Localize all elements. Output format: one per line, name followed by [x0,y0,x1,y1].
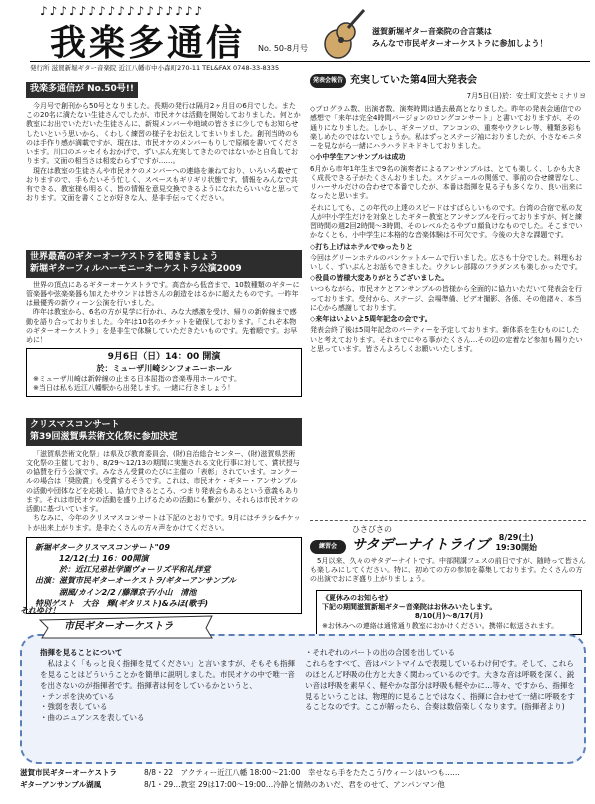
schedule-row: ギターアンサンブル湖風 8/1・29…教室 29は17:00〜19:00…冷静と情熱のあいだ、君をのせて、アンパンマン他 [20,780,445,789]
summer-holiday-notice: 《夏休みのお知らせ》 下記の期間滋賀新堀ギター音楽院はお休みいたします。 8/10(月)〜8/17(月) ※お休みへの連絡は通常通り教室におかけください。携帯に転送されます。 [316,590,582,635]
recital-badge: 発表会報告 [310,74,346,88]
event-venue: 於：ミューザ川崎シンフォニーホール [96,364,232,374]
practice-schedule [20,767,590,791]
section-issue-50 [26,82,302,203]
section-recital-report: 発表会報告 充実していた第4回大発表会 7月5日(日)於：安土町文芸セミナリヨ ◇プログラム数、出演者数、演奏時間は過去最高となりました。昨年の発表会通信での感想で「来年は完全4時間バージョンのロングコンサート」と書いておりますが、その通りになりました。しかし、ギターソロ、アンコンの、重奏やウクレレ等、種類多彩も楽しめたのではないでしょうか。私はずっとステージ袖におりましたが、小さなモニターを見ながら一緒にハラハラドキドキしておりました。 ◇小中学生アンサンブルは成功 6月から市年1年生まで9名の演奏者によるアンサンブルは、とても楽しく、しかも大きく成長できる子がたくさんおりました。スケジュールの関係で、事前の合せ練習なし、リハーサルだけの合わせで本番でしたが、本番は指揮を見る子も多くなり、良い出来になったと思います。 それにしても、この年代の上達のスピードはすばらしいものです。台湾の合宿で私の友人が中小学生だけを対象としたギター教室とアンサンブルを行っておりますが、何と練習時間の週2回2時間〜3時間、そのレベルたるやプロ顔負けなものでした。そこまでいかなくとも、小中学生に本格的な音楽体験は不可欠です。今後の大きな課題です。 ◇打ち上げはホテルでゆったりと 今回はグリーンホテルのバンケットルームで行いました。広さも十分でした。料理もおいしく、ずいぶんとお話もできました。ウクレレ部隊のフラダンスも楽しかったです。 ◇役員の皆様大変ありがとうございました。 いつもながら、市民オケとアンサンブルの皆様から全面的に協力いただいて発表会を行っております。受付から、ステージ、会場準備、ビデオ撮影、各係、その他諸々、本当に心から感謝しております。 ◇来年はいよいよ5周年記念の会です。 発表会終了後は5周年記念のパーティーを予定しております。新体系を生むものにしたいと考えております。それまでにやる事がたくさん…その辺の定着など参加も賜りたいと思っています。皆さんよろしくお願いいたします。 [310,75,586,353]
tagline: 滋賀新堀ギター音楽院の合言葉は みんなで市民ギターオーケストラに参加しよう！ [372,27,548,48]
live-subtitle: ひさびさの [352,525,392,534]
recital-date: 7月5日(日)於：安土町文芸セミナリヨ [466,92,586,100]
section-heading: 我楽多通信が No.50号!! [26,82,138,98]
music-notes-decoration: ♪♪♪♪♪♪♪♪♪♪♪♪♪♪♪♪♪ [40,4,205,18]
guitar-icon [318,6,370,62]
section-body: 世界の頂点にあるギターオーケストラです。高音から低音まで、10数種類のギターに管楽器や弦楽楽器も加えたサウンドは皆さんの創造をはるかに超えたものです。一昨年は最優秀の新ウィーン公演を行いました。 昨年は教室から、6名の方が見学に行かれ、みな大感激を受け、帰りの新幹線まで感動を語り合っておりました。今年は10名のチケットを確保しております。「これぞ本物のギターオーケストラ」を是非生で体験していただきたいものです。先着順です。お早めに！ [26,280,300,345]
live-date: 8/29(土) [498,532,534,542]
section-body: 「滋賀県芸術文化祭」は県及び教育委員会、(財)自治総合センター、(財)滋賀県芸術文化祭の主催しており、8/29〜12/13の期間に実施される文化行事に対して、賞状授与の協賛を行う公演です。みなさん受賞のたびに主催の「表彰」されています。コンクールの場合は「奨励賞」も受賞するそうです。これは、市民オケ・ギター・アンサンブルの活動や団体などを応援し、協力できるところ、つまり発表会もあるという意義もあります。それは市民オケの活動を盛り上げるための活動にも繋がり、それらは市民オケの活動に基づいています。 ちなみに、今年のクリスマスコンサートは下記のとおりです。9月にはチラシ&チケットが出来上がります。是非たくさんの方々声をかけてください。 [26,449,301,532]
section-philharmonic [26,250,302,397]
event-note: ※当日は私も近江八幡駅から出発します。一緒に行きましょう！ [33,384,235,393]
concert-box: 新堀ギタークリスマスコンサート"09 12/12(土) 16：00開演 於：近江兄弟社学園ヴォーリズ平和礼拝堂 出演：滋賀市民ギターオーケストラ/ギターアンサンブル 湖風/カイン2/2 /藤澤京子/小山 清池 特別ゲスト 大谷 輝(ギタリスト)&みほ(歌手) [26,537,302,614]
event-note: ※ミューザ川崎は新幹線の止まる日本屈指の音楽専用ホールです。 [33,374,242,383]
event-date: 9月6日（日）14：00 開演 [107,352,221,363]
live-heading: サタデーナイトライブ [352,536,490,553]
conductor-column-left: 指揮を見ることについて 私はよく「もっと良く指揮を見てください」と言いますが、そもそも指揮を見ることはどういうことかを簡単に説明しました。市民オケの中で唯一音を出さないのが指揮者です。指揮者は何をしているかというと、 ・テンポを決めている ・強弱を表している ・曲のニュアンスを表している [40,648,295,723]
event-box [26,348,302,397]
section-saturday-night-live [310,520,586,585]
live-description: 5月以来、久々のサタデーナイトです。中部開講フェスの前日ですが、随時って皆さんも楽しみにしてください。特に、初めての方の参加を募集しております。たくさんの方の出演でおにぎ盛り上がりましょう。 [310,557,586,584]
section-christmas-concert [26,418,302,614]
section-heading: 充実していた第4回大発表会 [350,75,477,87]
ribbon-text-2: 市民ギターオーケストラ [64,621,174,632]
section-heading: クリスマスコンサート 第39回滋賀県芸術文化祭に参加決定 [26,418,302,446]
issue-number: No. 50-8月号 [258,44,308,53]
live-time: 19:30開始 [495,543,537,553]
schedule-row: 滋賀市民ギターオーケストラ 8/8・22 アクティー近江八幡 18:00〜21:00 幸せなら手をたたこう/ウィーンはいつも…… [20,768,460,777]
practice-badge: 練習会 [310,540,346,554]
section-body: 今月号で創刊から50号となりました。長期の発行は隔月2ヶ月目の6月でした。またこの20名に満たない生徒さんでしたが、市民オケは活動を開始しておりました。何とか教室にお出でいただいた生徒さんに、新規メンバーや地域の皆さまに少しでもお知らせしたいという思いから、くわしく練習の様子をお伝えしてまいりました。創刊当時のものは手作り感が満載ですが、現在は、市民オケのメンバーもりしで原稿を書いてくださいます。川口のエッセイもおかげで、ずいぶん充実してきたのではないかと自負しております。文面の相当さは相変わらずですが……。 現在は教室の生徒さんや市民オケのメンバーへの連絡を兼ねており、いろいろ載せておりますので、手もたいそう忙しく、スペースもギリギリ状態です。情報をみんなで共有できる、教室様も明るく、皆の情報を意見交換できるようになれたらいいなと思っております。文面を書くことが好きな人、是非手伝ってください。 [26,101,301,203]
conductor-column-right: ・それぞれのパートの出の合図を出している これらをすべて、音はパントマイムで表現しているわけ何です。そして、これらのほとんど呼吸の仕方と大きく関わっているのです。大きな音は呼吸を深く、鋭い音は呼吸を素早く、軽やかな部分は呼吸も軽やかに…等々、ですから、指揮を見るということは、物理的に見ることではなく、指揮に合わせて一緒に呼吸をすることなのです。ここが解ったら、合奏は数倍楽しくなります。(指揮者より) [305,648,575,712]
newsletter-title: 我楽多通信 [50,22,246,64]
section-heading: 世界最高のギターオーケストラを聞きましょう 新堀ギターフィルハーモニーオーケストラ公演2009 [26,250,302,278]
ribbon-text-1: それゆけ！ [20,606,60,615]
publisher-info: 発行所 滋賀新堀ギター音楽院 近江八幡市中小森町270-11 TEL&FAX 0748-33-8335 [30,61,590,73]
